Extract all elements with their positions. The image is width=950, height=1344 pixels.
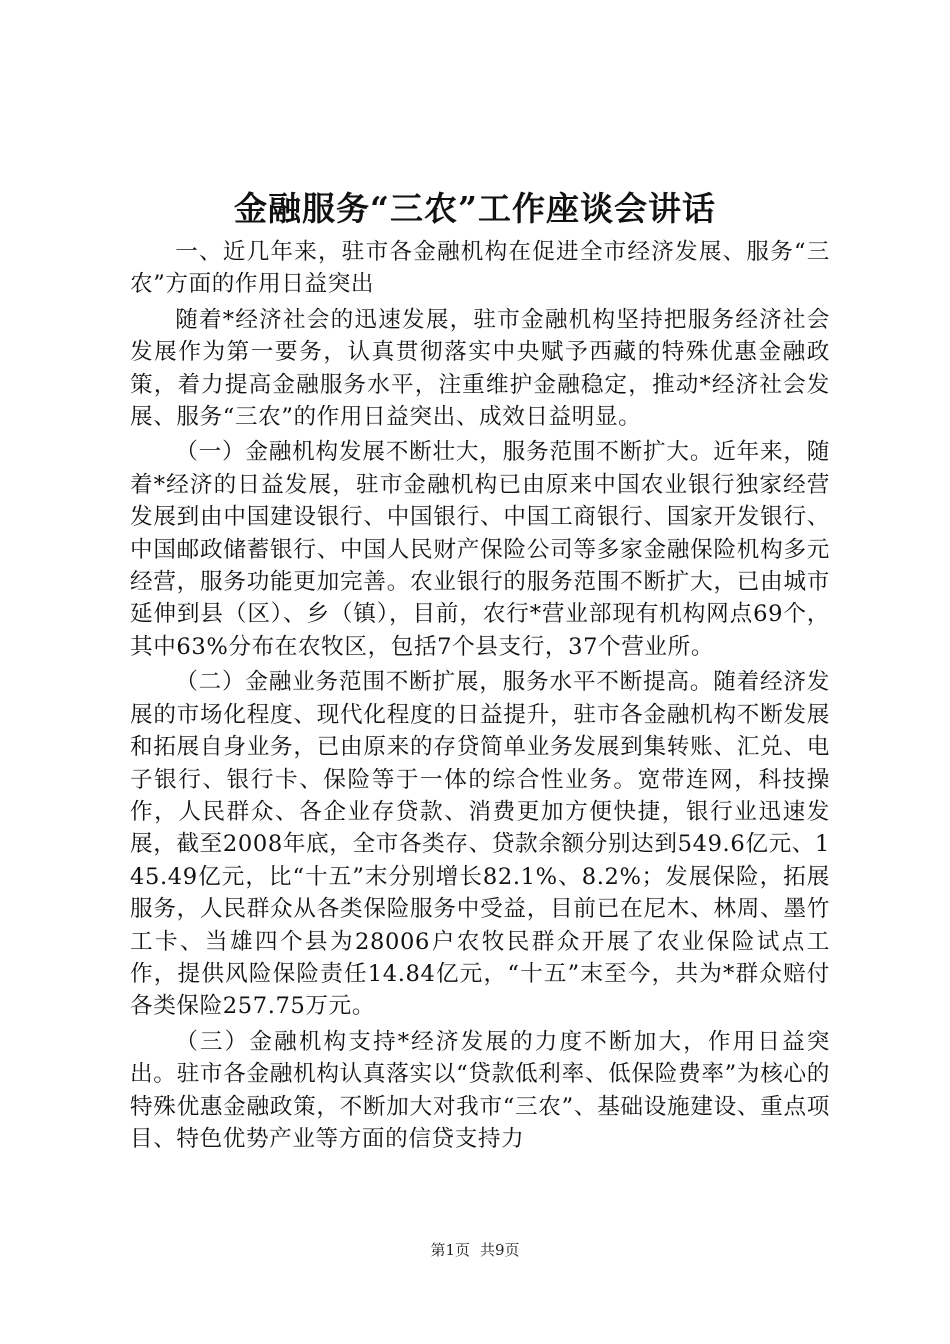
page-total: 共9页: [480, 1241, 520, 1259]
page-number: 第1页: [430, 1241, 470, 1259]
paragraph-2: 随着*经济社会的迅速发展，驻市金融机构坚持把服务经济社会发展作为第一要务，认真贯彻落实中央赋予西藏的特殊优惠金融政策，着力提高金融服务水平，注重维护金融稳定，推动*经济社会发展、服务“三农”的作用日益突出、成效日益明显。: [130, 306, 830, 431]
paragraph-4: （二）金融业务范围不断扩展，服务水平不断提高。随着经济发展的市场化程度、现代化程度的日益提升，驻市各金融机构不断发展和拓展自身业务，已由原来的存贷简单业务发展到集转账、汇兑、电子银行、银行卡、保险等于一体的综合性业务。宽带连网，科技操作，人民群众、各企业存贷款、消费更加方便快捷，银行业迅速发展，截至2008年底，全市各类存、贷款余额分别达到549.6亿元、145.49亿元，比“十五”末分别增长82.1%、8.2%；发展保险，拓展服务，人民群众从各类保险服务中受益，目前已在尼木、林周、墨竹工卡、当雄四个县为28006户农牧民群众开展了农业保险试点工作，提供风险保险责任14.84亿元，“十五”末至今，共为*群众赔付各类保险257.75万元。: [130, 669, 830, 1020]
document-title: 金融服务“三农”工作座谈会讲话: [234, 189, 716, 228]
paragraph-5: （三）金融机构支持*经济发展的力度不断加大，作用日益突出。驻市各金融机构认真落实以“贷款低利率、低保险费率”为核心的特殊优惠金融政策，不断加大对我市“三农”、基础设施建设、重点项目、特色优势产业等方面的信贷支持力: [130, 1028, 830, 1152]
paragraph-3: （一）金融机构发展不断壮大，服务范围不断扩大。近年来，随着*经济的日益发展，驻市金融机构已由原来中国农业银行独家经营发展到由中国建设银行、中国银行、中国工商银行、国家开发银行、中国邮政储蓄银行、中国人民财产保险公司等多家金融保险机构多元经营，服务功能更加完善。农业银行的服务范围不断扩大，已由城市延伸到县（区）、乡（镇），目前，农行*营业部现有机构网点69个，其中63%分布在农牧区，包括7个县支行，37个营业所。: [130, 439, 830, 660]
page-footer: [0, 1240, 950, 1260]
document-body: [130, 236, 830, 1155]
paragraph-1: 一、近几年来，驻市各金融机构在促进全市经济发展、服务“三农”方面的作用日益突出: [130, 239, 830, 298]
